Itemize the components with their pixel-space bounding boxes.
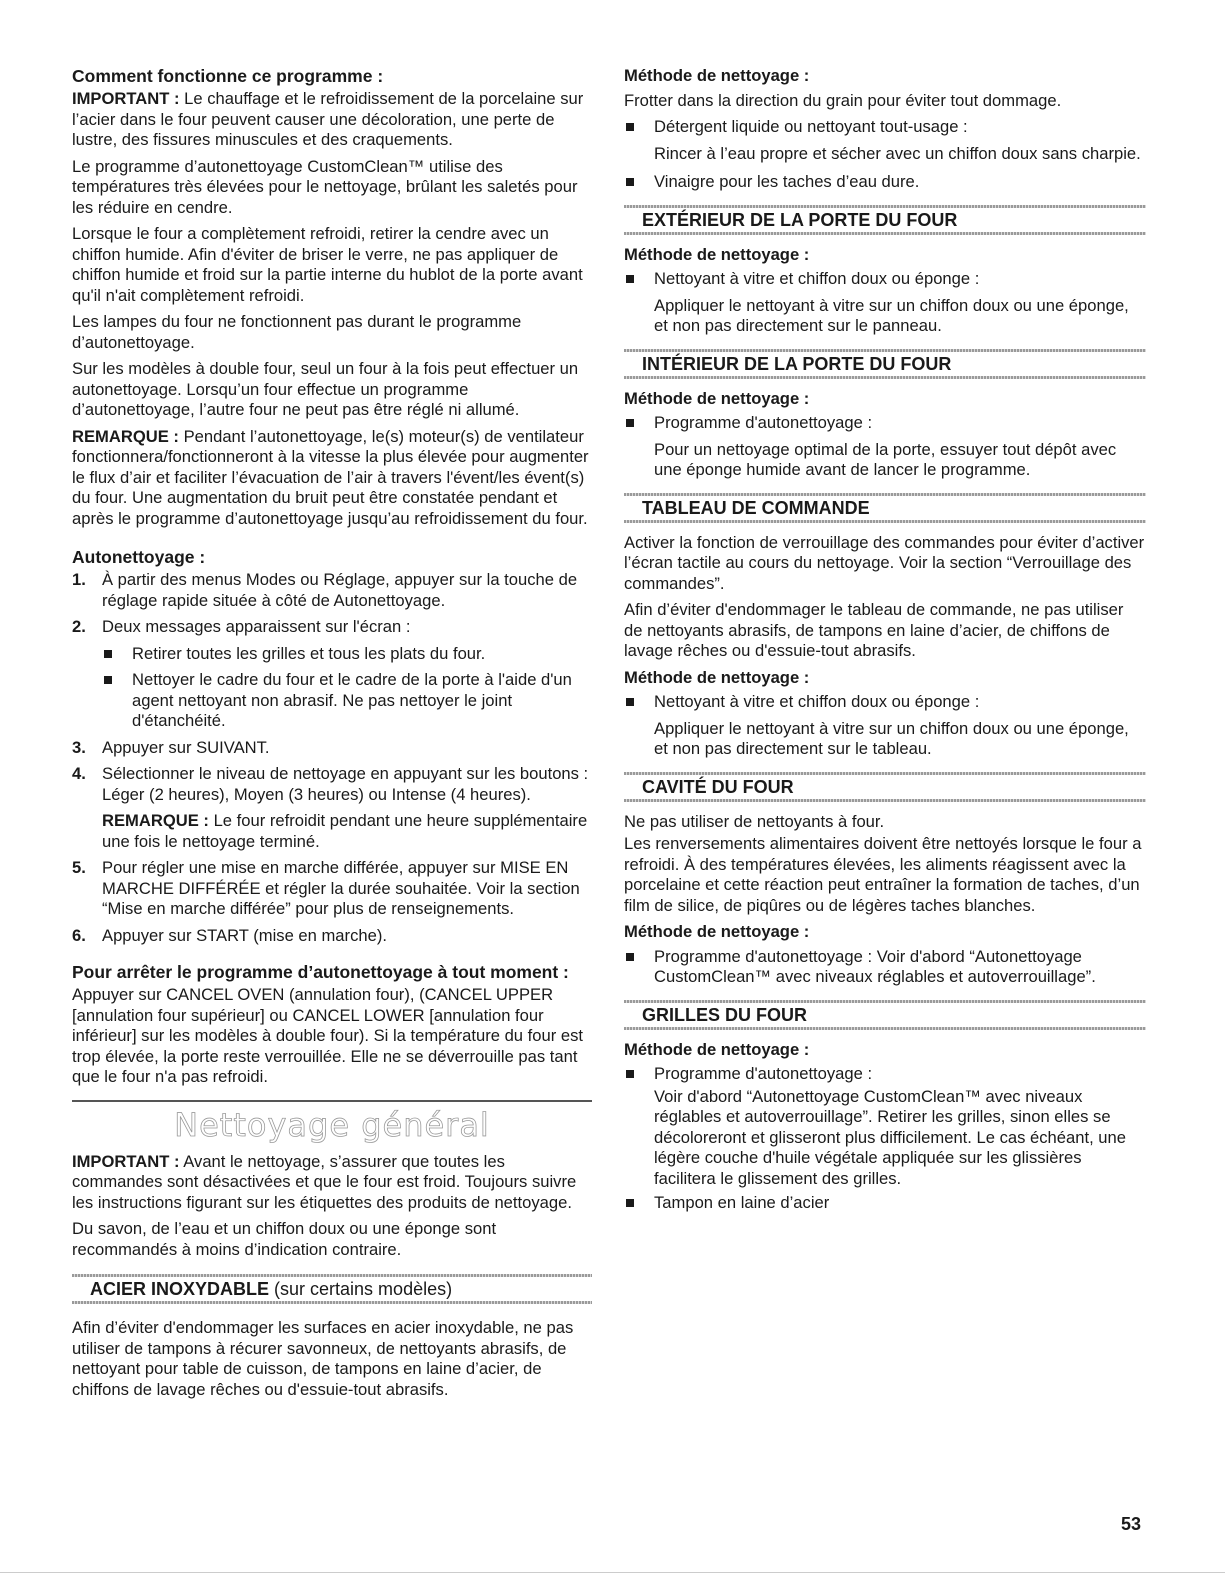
bullet-square-icon [626, 1070, 634, 1078]
method-label: Méthode de nettoyage : [624, 244, 810, 264]
bullet-item: Vinaigre pour les taches d’eau dure. [624, 172, 1146, 193]
steps-list [72, 570, 592, 946]
bullet-item: Nettoyer le cadre du four et le cadre de la porte à l'aide d'un agent nettoyant non abrasif. Ne pas nettoyer le joint d'étanchéité. [102, 670, 592, 732]
bullet-subtext: Pour un nettoyage optimal de la porte, essuyer tout dépôt avec une éponge humide avant de lancer le programme. [654, 439, 1117, 479]
section-title-autonettoyage: Autonettoyage : [72, 547, 206, 567]
method-label: Méthode de nettoyage : [624, 388, 810, 408]
section-band-cavite: CAVITÉ DU FOUR [624, 772, 1146, 802]
bullet-square-icon [626, 1199, 634, 1207]
section-band-int: INTÉRIEUR DE LA PORTE DU FOUR [624, 349, 1146, 379]
bullet-item: Programme d'autonettoyage : [624, 1064, 1146, 1085]
bullet-item: Programme d'autonettoyage : [624, 413, 1146, 434]
bullet-subtext: Voir d'abord “Autonettoyage CustomClean™ avec niveaux réglables et autoverrouillage”. Retirer les grilles, sinon elles se décoloreront et glisseront plus difficilement. Le cas échéant, une légère couche d'huile végétale appliquée sur les glissières facilitera le glissement des grilles. [654, 1086, 1126, 1188]
step-item: 1. À partir des menus Modes ou Réglage, appuyer sur la touche de réglage rapide située à côté de Autonettoyage. [72, 570, 578, 610]
method-label: Méthode de nettoyage : [624, 667, 810, 687]
method-label: Méthode de nettoyage : [624, 66, 810, 85]
bullet-square-icon [626, 953, 634, 961]
paragraph: Frotter dans la direction du grain pour éviter tout dommage. [624, 90, 1062, 110]
important-paragraph: IMPORTANT : Le chauffage et le refroidissement de la porcelaine sur l’acier dans le four peuvent causer une décoloration, une perte de lustre, des fissures minuscules et des craquements. [72, 89, 584, 149]
bullet-item: Nettoyant à vitre et chiffon doux ou éponge : [624, 269, 1146, 290]
paragraph: Les renversements alimentaires doivent être nettoyés lorsque le four a refroidi. À des températures élevées, les aliments réagissent avec la porcelaine et cette réaction peut entraîner la formation de taches, d’un film de silice, de piqûres ou de légères taches blanches. [624, 834, 1142, 915]
bullet-square-icon [104, 650, 112, 658]
bullet-subtext: Rincer à l’eau propre et sécher avec un chiffon doux sans charpie. [654, 143, 1141, 163]
left-column [72, 66, 592, 1406]
bullet-subtext: Appliquer le nettoyant à vitre sur un chiffon doux ou une éponge, et non pas directement sur le tableau. [654, 718, 1129, 758]
bullet-square-icon [626, 123, 634, 131]
paragraph: Du savon, de l’eau et un chiffon doux ou une éponge sont recommandés à moins d’indication contraire. [72, 1219, 497, 1259]
step-item: 4. Sélectionner le niveau de nettoyage en appuyant sur les boutons : Léger (2 heures), Moyen (3 heures) ou Intense (4 heures). REMARQUE : Le four refroidit pendant une heure supplémentaire une fois le nettoyage terminé. [72, 764, 592, 852]
paragraph: Ne pas utiliser de nettoyants à four. [624, 811, 885, 831]
bullet-item: Programme d'autonettoyage : Voir d'abord “Autonettoyage CustomClean™ avec niveaux réglables et autoverrouillage”. [624, 947, 1146, 988]
bullet-item: Retirer toutes les grilles et tous les plats du four. [102, 644, 592, 665]
remarque-paragraph: REMARQUE : Pendant l’autonettoyage, le(s) moteur(s) de ventilateur fonctionnera/fonctionneront à la vitesse la plus élevée pour augmenter le flux d’air et faciliter l’évacuation de l’air à travers l'évent/les évent(s) du four. Une augmentation du bruit peut être constatée pendant et après le programme d’autonettoyage jusqu’au refroidissement du four. [72, 426, 589, 528]
paragraph: Les lampes du four ne fonctionnent pas durant le programme d’autonettoyage. [72, 312, 522, 352]
section-band-tableau: TABLEAU DE COMMANDE [624, 493, 1146, 523]
section-band-grilles: GRILLES DU FOUR [624, 1000, 1146, 1030]
bullet-square-icon [626, 698, 634, 706]
paragraph: Le programme d’autonettoyage CustomClean™ utilise des températures très élevées pour le nettoyage, brûlant les saletés pour les réduire en cendre. [72, 156, 578, 217]
right-column [624, 66, 1146, 1220]
section-title-stop: Pour arrêter le programme d’autonettoyage à tout moment : [72, 962, 569, 982]
section-band-ext: EXTÉRIEUR DE LA PORTE DU FOUR [624, 205, 1146, 235]
section-band-inox: ACIER INOXYDABLE (sur certains modèles) [72, 1274, 592, 1304]
bullet-square-icon [626, 178, 634, 186]
method-label: Méthode de nettoyage : [624, 1039, 810, 1059]
section-title-how: Comment fonctionne ce programme : [72, 66, 384, 86]
page-number: 53 [1120, 1514, 1141, 1534]
step-item: 2. Deux messages apparaissent sur l'écran : [72, 617, 411, 636]
paragraph: Activer la fonction de verrouillage des commandes pour éviter d’activer l’écran tactile au cours du nettoyage. Voir la section “Verrouillage des commandes”. [624, 532, 1145, 593]
bullet-item: Nettoyant à vitre et chiffon doux ou éponge : [624, 692, 1146, 713]
page-bottom-edge [0, 1572, 1225, 1573]
paragraph: Appuyer sur CANCEL OVEN (annulation four), (CANCEL UPPER [annulation four supérieur] ou CANCEL LOWER [annulation four inférieur] sur les modèles à double four). Si la température du four est trop élevée, la porte reste verrouillée. Elle ne se déverrouille pas tant que le four n'a pas refroidi. [72, 985, 583, 1086]
remarque-note: REMARQUE : Le four refroidit pendant une heure supplémentaire une fois le nettoyage terminé. [102, 811, 588, 851]
bullet-subtext: Appliquer le nettoyant à vitre sur un chiffon doux ou une éponge, et non pas directement sur le panneau. [654, 295, 1129, 335]
method-label: Méthode de nettoyage : [624, 922, 810, 941]
important-paragraph: IMPORTANT : Avant le nettoyage, s’assurer que toutes les commandes sont désactivées et que le four est froid. Toujours suivre les instructions figurant sur les étiquettes des produits de nettoyage. [72, 1151, 577, 1212]
paragraph: Afin d’éviter d'endommager le tableau de commande, ne pas utiliser de nettoyants abrasifs, de tampons en laine d’acier, de chiffons de lavage rêches ou d'essuie-tout abrasifs. [624, 600, 1124, 660]
step-item: 5. Pour régler une mise en marche différée, appuyer sur MISE EN MARCHE DIFFÉRÉE et régler la durée souhaitée. Voir la section “Mise en marche différée” pour plus de renseignements. [72, 858, 580, 918]
paragraph: Lorsque le four a complètement refroidi, retirer la cendre avec un chiffon humide. Afin d'éviter de briser le verre, ne pas appliquer de chiffon humide et froid sur la partie interne du hublot de la porte avant qu'il n'ait complètement refroidi. [72, 224, 583, 305]
general-cleaning-title: Nettoyage général [174, 1105, 490, 1144]
bullet-item: Détergent liquide ou nettoyant tout-usage : [624, 117, 1146, 138]
paragraph: Afin d’éviter d'endommager les surfaces en acier inoxydable, ne pas utiliser de tampons à récurer savonneux, de nettoyants abrasifs, de nettoyant pour table de cuisson, de tampons en laine d’acier, de chiffons de lavage rêches ou d'essuie-tout abrasifs. [72, 1318, 574, 1399]
step-item: 6. Appuyer sur START (mise en marche). [72, 925, 387, 945]
paragraph: Sur les modèles à double four, seul un four à la fois peut effectuer un autonettoyage. Lorsqu’un four effectue un programme d’autonettoyage, l’autre four ne peut pas être réglé ni allumé. [72, 359, 579, 419]
divider [72, 1100, 592, 1102]
step-item: 3. Appuyer sur SUIVANT. [72, 737, 270, 757]
bullet-square-icon [626, 419, 634, 427]
bullet-square-icon [626, 275, 634, 283]
bullet-square-icon [104, 676, 112, 684]
bullet-item: Tampon en laine d’acier [624, 1193, 1146, 1214]
